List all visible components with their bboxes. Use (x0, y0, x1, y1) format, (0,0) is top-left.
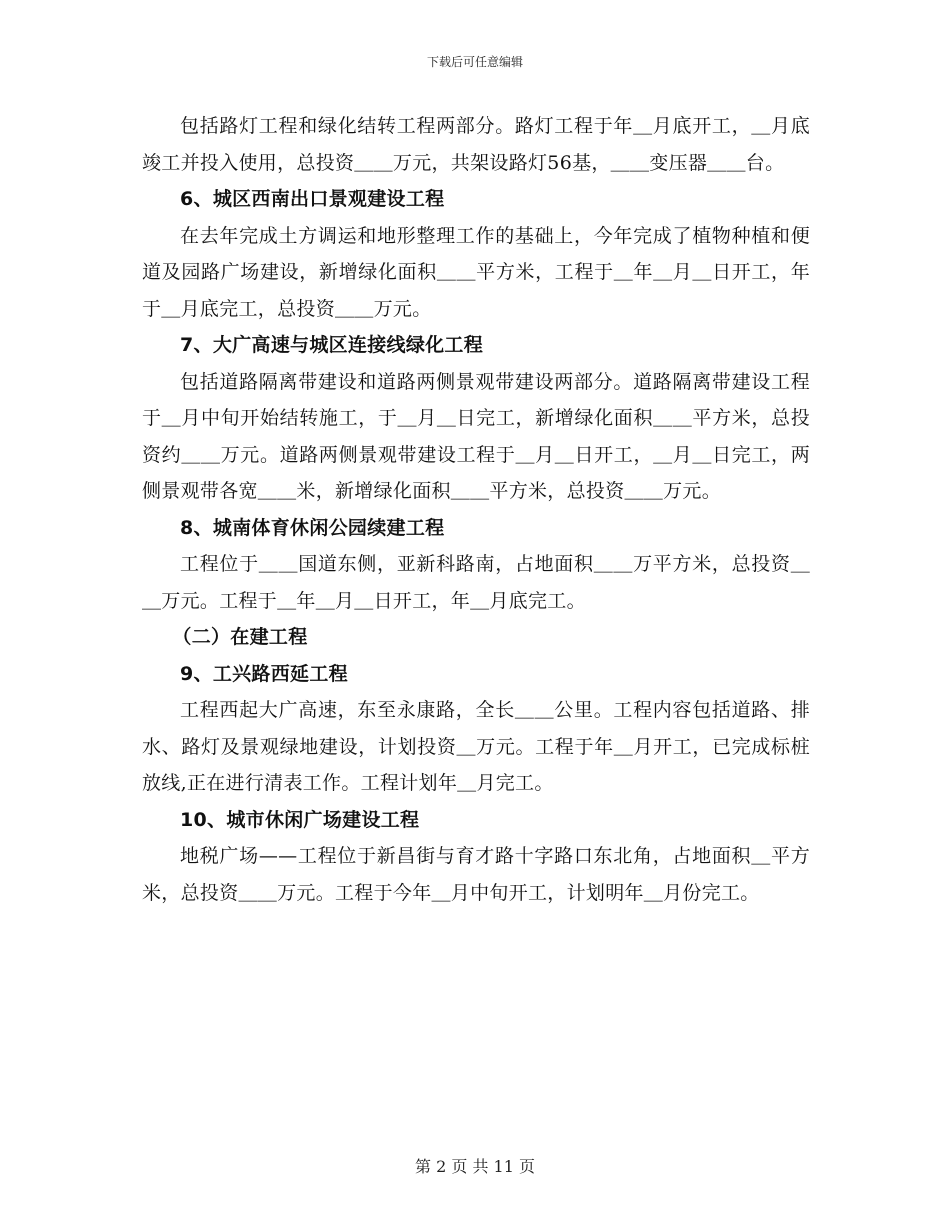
heading-section-9: 9、工兴路西延工程 (180, 662, 348, 685)
heading-section-6: 6、城区西南出口景观建设工程 (180, 188, 445, 210)
document-body (142, 108, 810, 911)
page-footer: 第 2 页 共 11 页 (415, 1157, 535, 1176)
paragraph-streetlight: 包括路灯工程和绿化结转工程两部分。路灯工程于年＿月底开工，＿月底竣工并投入使用，总投资＿＿万元，共架设路灯56基，＿＿变压器＿＿台。 (142, 115, 810, 174)
heading-section-7: 7、大广高速与城区连接线绿化工程 (180, 334, 484, 356)
paragraph-section-7: 包括道路隔离带建设和道路两侧景观带建设两部分。道路隔离带建设工程于＿月中旬开始结转施工，于＿月＿日完工，新增绿化面积＿＿平方米，总投资约＿＿万元。道路两侧景观带建设工程于＿月＿日开工，＿月＿日完工，两侧景观带各宽＿＿米，新增绿化面积＿＿平方米，总投资＿＿万元。 (142, 370, 810, 502)
heading-section-10: 10、城市休闲广场建设工程 (180, 808, 420, 831)
subheading-in-construction: （二）在建工程 (172, 626, 308, 648)
page-header: 下载后可任意编辑 (426, 55, 523, 69)
paragraph-section-8: 工程位于＿＿国道东侧，亚新科路南，占地面积＿＿万平方米，总投资＿＿万元。工程于＿年＿月＿日开工，年＿月底完工。 (142, 553, 810, 612)
paragraph-section-9: 工程西起大广高速，东至永康路，全长＿＿公里。工程内容包括道路、排水、路灯及景观绿地建设，计划投资＿万元。工程于年＿月开工，已完成标桩放线,正在进行清表工作。工程计划年＿月完工。 (142, 699, 810, 794)
heading-section-8: 8、城南体育休闲公园续建工程 (180, 516, 445, 539)
paragraph-section-6: 在去年完成土方调运和地形整理工作的基础上，今年完成了植物种植和便道及园路广场建设，新增绿化面积＿＿平方米，工程于＿年＿月＿日开工，年于＿月底完工，总投资＿＿万元。 (142, 224, 810, 320)
paragraph-section-10: 地税广场——工程位于新昌街与育才路十字路口东北角，占地面积＿平方米，总投资＿＿万元。工程于今年＿月中旬开工，计划明年＿月份完工。 (142, 845, 810, 904)
